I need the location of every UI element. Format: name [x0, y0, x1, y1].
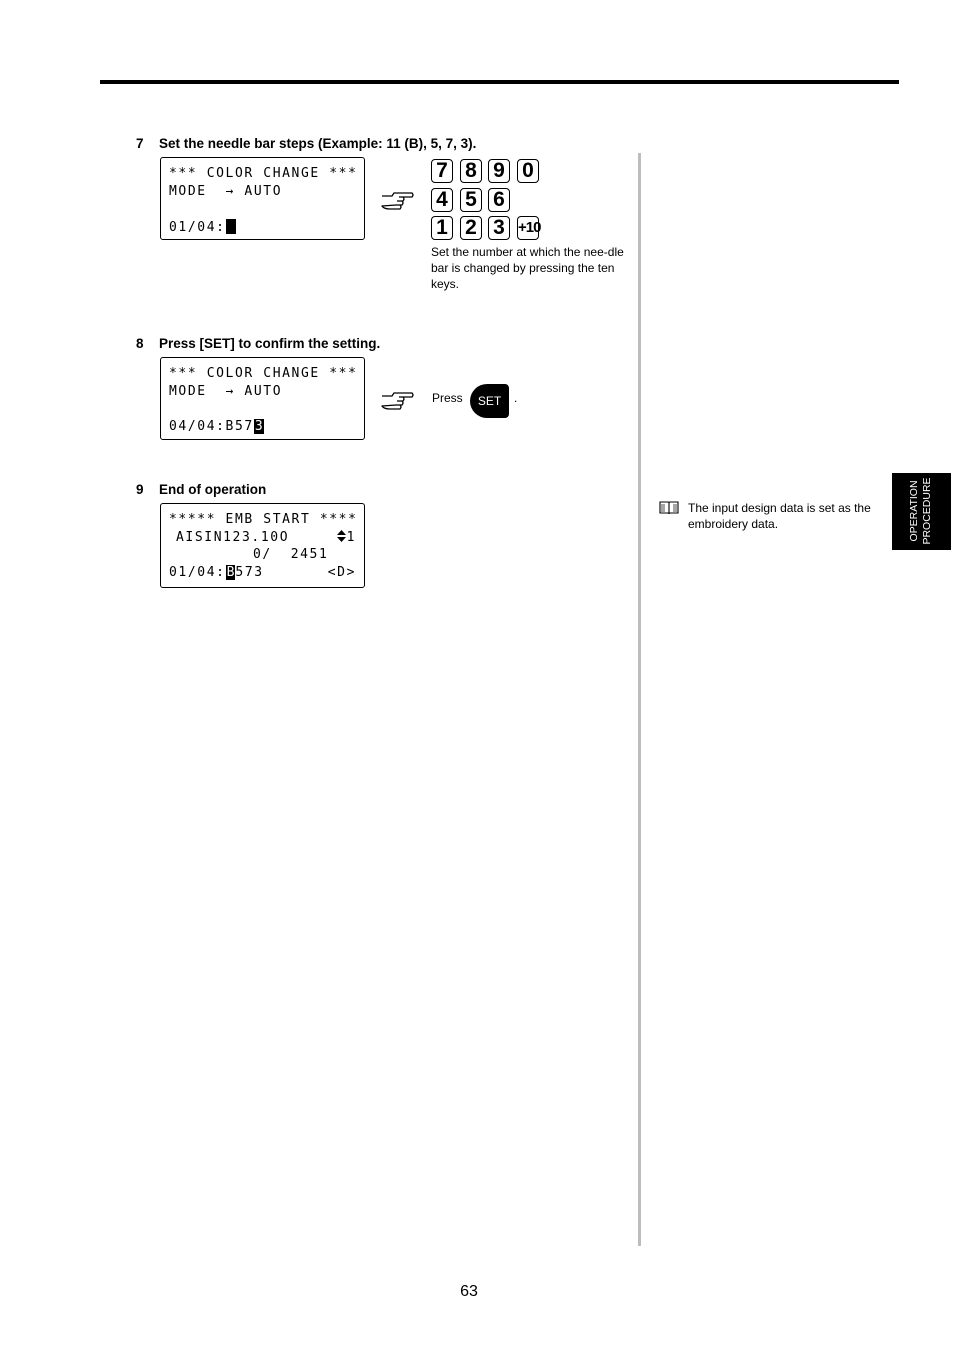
- lcd-line-4-right: <D>: [327, 565, 356, 580]
- press-label: Press: [432, 391, 463, 405]
- key-9: 9: [488, 159, 510, 183]
- column-divider: [638, 153, 641, 1246]
- lcd-display-step-8: [160, 357, 365, 440]
- step-title: Set the needle bar steps (Example: 11 (B), 5, 7, 3).: [159, 136, 477, 151]
- lcd-line-2: MODE → AUTO: [169, 384, 283, 399]
- pointing-hand-icon: [380, 189, 414, 211]
- step-number: 7: [136, 136, 144, 151]
- set-button: SET: [470, 384, 509, 418]
- lcd-line-1: ***** EMB START ****: [169, 512, 358, 527]
- open-book-icon: [659, 501, 679, 515]
- lcd-line-1: *** COLOR CHANGE ***: [169, 166, 358, 181]
- up-down-arrow-icon: [337, 530, 346, 542]
- step-7-heading: [136, 136, 476, 151]
- key-7: 7: [431, 159, 453, 183]
- key-5: 5: [460, 188, 482, 212]
- note-text: The input design data is set as the embroidery data.: [688, 501, 871, 531]
- lcd-display-step-7: [160, 157, 365, 240]
- press-suffix: .: [514, 391, 518, 405]
- lcd-line-2-count: 1: [337, 530, 356, 546]
- key-4: 4: [431, 188, 453, 212]
- lcd-display-step-9: [160, 503, 365, 588]
- step-9-heading: [136, 482, 266, 497]
- pointing-hand-icon: [380, 389, 414, 411]
- key-plus-10: +10: [517, 216, 539, 240]
- key-2: 2: [460, 216, 482, 240]
- key-3: 3: [488, 216, 510, 240]
- lcd-line-3: 04/04:B573: [169, 419, 263, 434]
- top-rule: [100, 80, 899, 84]
- lcd-cursor: [226, 219, 236, 234]
- lcd-line-2: MODE → AUTO: [169, 184, 283, 199]
- key-6: 6: [488, 188, 510, 212]
- lcd-line-2-name: AISIN123.10O: [176, 530, 290, 545]
- key-0: 0: [517, 159, 539, 183]
- key-1: 1: [431, 216, 453, 240]
- step-number: 8: [136, 336, 144, 351]
- lcd-line-3: 0/ 2451: [253, 547, 329, 562]
- lcd-cursor: 3: [254, 419, 263, 434]
- step-8-heading: [136, 336, 380, 351]
- key-8: 8: [460, 159, 482, 183]
- step-title: End of operation: [159, 482, 267, 497]
- step-title: Press [SET] to confirm the setting.: [159, 336, 381, 351]
- lcd-line-4: 01/04:B573: [169, 565, 264, 580]
- lcd-line-3: 01/04:: [169, 219, 236, 236]
- page-number: 63: [460, 1283, 478, 1300]
- lcd-cursor: B: [226, 565, 235, 580]
- step-number: 9: [136, 482, 144, 497]
- side-tab-label: OPERATION PROCEDURE: [908, 477, 933, 545]
- lcd-line-1: *** COLOR CHANGE ***: [169, 366, 358, 381]
- step-7-description: Set the number at which the nee-dle bar is changed by pressing the ten keys.: [431, 245, 624, 291]
